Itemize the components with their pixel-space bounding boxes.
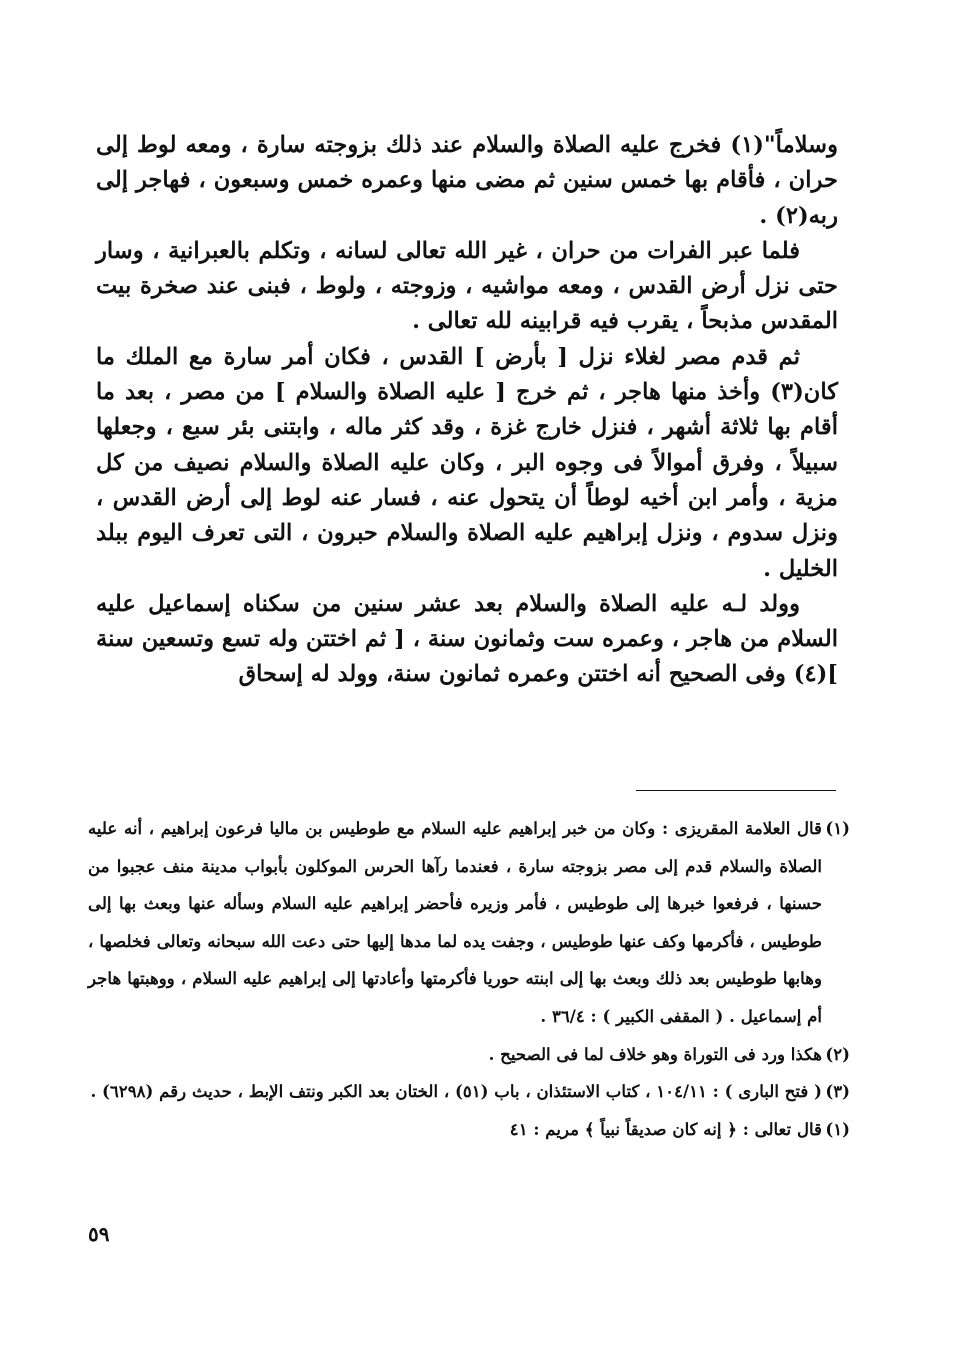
footnote-2	[88, 1036, 850, 1074]
footnote-1	[88, 810, 850, 1036]
paragraph-1: وسلاماً"(١) فخرج عليه الصلاة والسلام عند ذلك بزوجته سارة ، ومعه لوط إلى حران ، فأقام بها خمس سنين ثم مضى منها وعمره خمس وسبعون ، فهاجر إلى ربه(٢) .	[96, 132, 838, 229]
footnote-1-number: (١)	[825, 818, 850, 838]
footnote-4-text: قال تعالى : ﴿ إنه كان صديقاً نبياً ﴾ مريم : ٤١	[509, 1118, 822, 1139]
footnotes	[88, 810, 850, 1148]
paragraph-4: وولد لـه عليه الصلاة والسلام بعد عشر سنين من سكناه إسماعيل عليه السلام من هاجر ، وعمره ست وثمانون سنة ، [ ثم اختتن وله تسع وتسعين سنة ](٤) وفى الصحيح أنه اختتن وعمره ثمانون سنة، وولد له إسحاق	[96, 590, 838, 688]
footnote-divider	[636, 790, 836, 791]
paragraph-3: ثم قدم مصر لغلاء نزل [ بأرض ] القدس ، فكان أمر سارة مع الملك ما كان(٣) وأخذ منها هاجر ، ثم خرج [ عليه الصلاة والسلام ] من مصر ، بعد ما أقام بها ثلاثة أشهر ، فنزل خارج غزة ، وقد كثر ماله ، وابتنى بئر سبع ، وجعلها سبيلاً ، وفرق أموالاً فى وجوه البر ، وكان عليه الصلاة والسلام نصيف من كل مزية ، وأمر ابن أخيه لوطاً أن يتحول عنه ، فسار عنه لوط إلى أرض القدس ، ونزل سدوم ، ونزل إبراهيم عليه الصلاة والسلام حبرون ، التى تعرف اليوم ببلد الخليل .	[96, 343, 838, 582]
footnote-3	[88, 1073, 850, 1111]
footnote-3-text: ( فتح البارى ) : ١٠٤/١١ ، كتاب الاستئذان ، باب (٥١) ، الختان بعد الكبر ونتف الإبط ، حديث رقم (٦٢٩٨) .	[90, 1081, 822, 1102]
paragraph-2: فلما عبر الفرات من حران ، غير الله تعالى لسانه ، وتكلم بالعبرانية ، وسار حتى نزل أرض القدس ، ومعه مواشيه ، وزوجته ، ولوط ، فبنى عند صخرة بيت المقدس مذبحاً ، يقرب فيه قرابينه لله تعالى .	[96, 237, 838, 335]
page-number: ٥٩	[88, 1222, 110, 1246]
footnote-2-number: (٢)	[825, 1043, 850, 1064]
footnote-4	[88, 1111, 850, 1149]
footnote-2-text: هكذا ورد فى التوراة وهو خلاف لما فى الصحيح .	[488, 1043, 822, 1064]
main-text	[96, 128, 838, 693]
footnote-4-number: (١)	[825, 1118, 850, 1139]
footnote-1-text: قال العلامة المقريزى : وكان من خبر إبراهيم عليه السلام مع طوطيس بن ماليا فرعون إبراهيم ، أنه عليه الصلاة والسلام قدم إلى مصر بزوجته سارة ، فعندما رآها الحرس الموكلون بأبواب مدينة منف عجبوا من حسنها ، فرفعوا خبرها إلى طوطيس ، فأمر وزيره فأحضر إبراهيم عليه السلام وسأله عنها وبعث بها إلى طوطيس ، فأكرمها وكف عنها طوطيس ، وجفت يده لما مدها إليها حتى دعت الله سبحانه وتعالى فخلصها ، وهابها طوطيس بعد ذلك وبعث بها إلى ابنته حوريا فأكرمتها وأعادتها إلى إبراهيم عليه السلام ، ووهبتها هاجر أم إسماعيل . ( المقفى الكبير ) : ٣٦/٤ .	[88, 818, 822, 1026]
footnote-3-number: (٣)	[825, 1081, 850, 1102]
